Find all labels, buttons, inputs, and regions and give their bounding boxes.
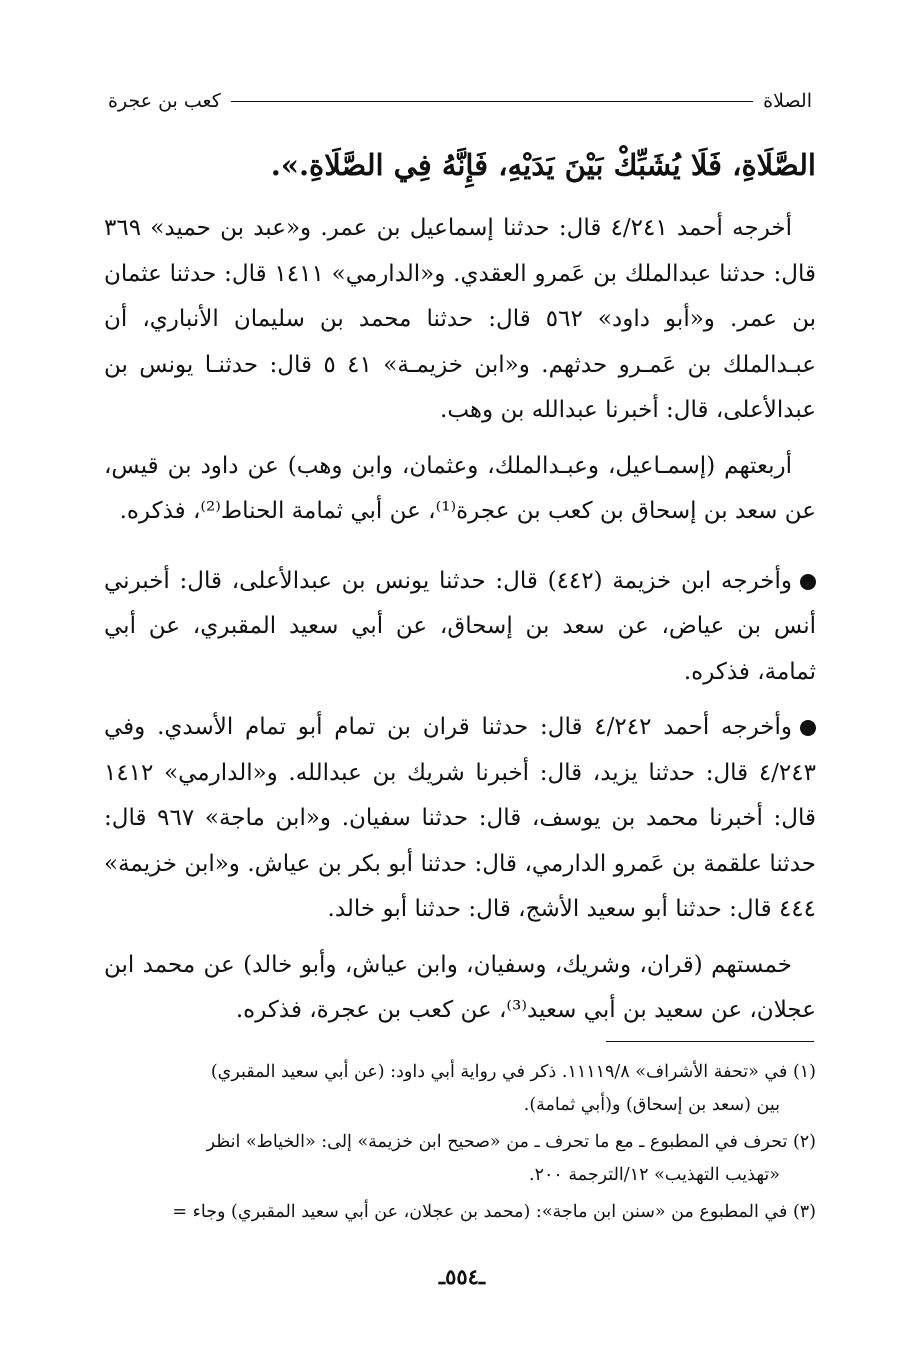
footnote-text: تحرف في المطبوع ـ مع ما تحرف ـ من «صحيح ابن خزيمة» إلى: «الخياط» انظر (206, 1132, 788, 1152)
footnote-marker: (٢) (792, 1132, 816, 1152)
page-number: ـ٥٥٤ـ (438, 1264, 486, 1289)
footnote-text: في المطبوع من «سنن ابن ماجة»: (محمد بن عجلان، عن أبي سعيد المقبري) وجاء = (172, 1202, 788, 1222)
chain-paragraph: أربعتهم (إسمـاعيل، وعبـدالملك، وعثمان، وابن وهب) عن داود بن قيس، عن سعد بن إسحاق بن كعب بن عجرة⁽¹⁾، عن أبي ثمامة الحناط⁽²⁾، فذكره. (104, 452, 816, 524)
running-header (108, 86, 812, 116)
takhrij-paragraph-2-text: وأخرجه ابن خزيمة (٤٤٢) قال: حدثنا يونس بن عبدالأعلى، قال: أخبرني أنس بن عياض، عن سعد بن إسحاق، عن أبي سعيد المقبري، عن أبي ثمامة، فذكره. (104, 567, 816, 685)
footnote-3 (104, 1196, 816, 1229)
footnotes (104, 1056, 816, 1233)
header-section-title: كعب بن عجرة (108, 90, 221, 112)
header-rule (231, 101, 753, 102)
header-chapter-title: الصلاة (763, 90, 812, 112)
takhrij-paragraph-3-text: وأخرجه أحمد ٤/٢٤٢ قال: حدثنا قران بن تمام أبو تمام الأسدي. وفي ٤/٢٤٣ قال: حدثنا يزيد، قال: أخبرنا شريك بن عبدالله. و«الدارمي» ١٤١٢ قال: أخبرنا محمد بن يوسف، قال: حدثنا سفيان. و«ابن ماجة» ٩٦٧ قال: حدثنا علقمة بن عَمرو الدارمي، قال: حدثنا أبو بكر بن عياش. و«ابن خزيمة» ٤٤٤ قال: حدثنا أبو سعيد الأشج، قال: حدثنا أبو خالد. (104, 714, 816, 922)
takhrij-paragraph-3 (104, 705, 816, 933)
footnote-marker: (٣) (792, 1202, 816, 1222)
footnote-continuation: بين (سعد بن إسحاق) و(أبي ثمامة). (523, 1095, 780, 1115)
footnote-marker: (١) (792, 1062, 816, 1082)
footnote-text: في «تحفة الأشراف» ١١١١٩/٨. ذكر في رواية أبي داود: (عن أبي سعيد المقبري) (210, 1062, 788, 1082)
footnote-2 (104, 1126, 816, 1192)
takhrij-paragraph-2 (104, 559, 816, 696)
bullet-icon (800, 720, 816, 736)
footnote-1 (104, 1056, 816, 1122)
chain-paragraph-2: خمستهم (قران، وشريك، وسفيان، وابن عياش، وأبو خالد) عن محمد ابن عجلان، عن سعيد بن أبي سعيد⁽³⁾، عن كعب بن عجرة، فذكره. (104, 951, 816, 1023)
footnote-separator (606, 1041, 814, 1042)
hadith-text: الصَّلَاةِ، فَلَا يُشَبِّكْ بَيْنَ يَدَيْهِ، فَإِنَّهُ فِي الصَّلَاةِ.». (270, 148, 816, 182)
takhrij-paragraph: أخرجه أحمد ٤/٢٤١ قال: حدثنا إسماعيل بن عمر. و«عبد بن حميد» ٣٦٩ قال: حدثنا عبدالملك بن عَمرو العقدي. و«الدارمي» ١٤١١ قال: حدثنا عثمان بن عمر. و«أبو داود» ٥٦٢ قال: حدثنا محمد بن سليمان الأنباري، أن عبـدالملك بن عَمـرو حدثهم. و«ابن خزيمـة» ٤١ ٥ قال: حدثنـا يونس بن عبدالأعلى، قال: أخبرنا عبدالله بن وهب. (104, 215, 817, 423)
footnote-continuation: «تهذيب التهذيب» ١٢/الترجمة ٢٠٠. (528, 1165, 780, 1185)
main-text (104, 140, 816, 1044)
bullet-icon (800, 574, 816, 590)
